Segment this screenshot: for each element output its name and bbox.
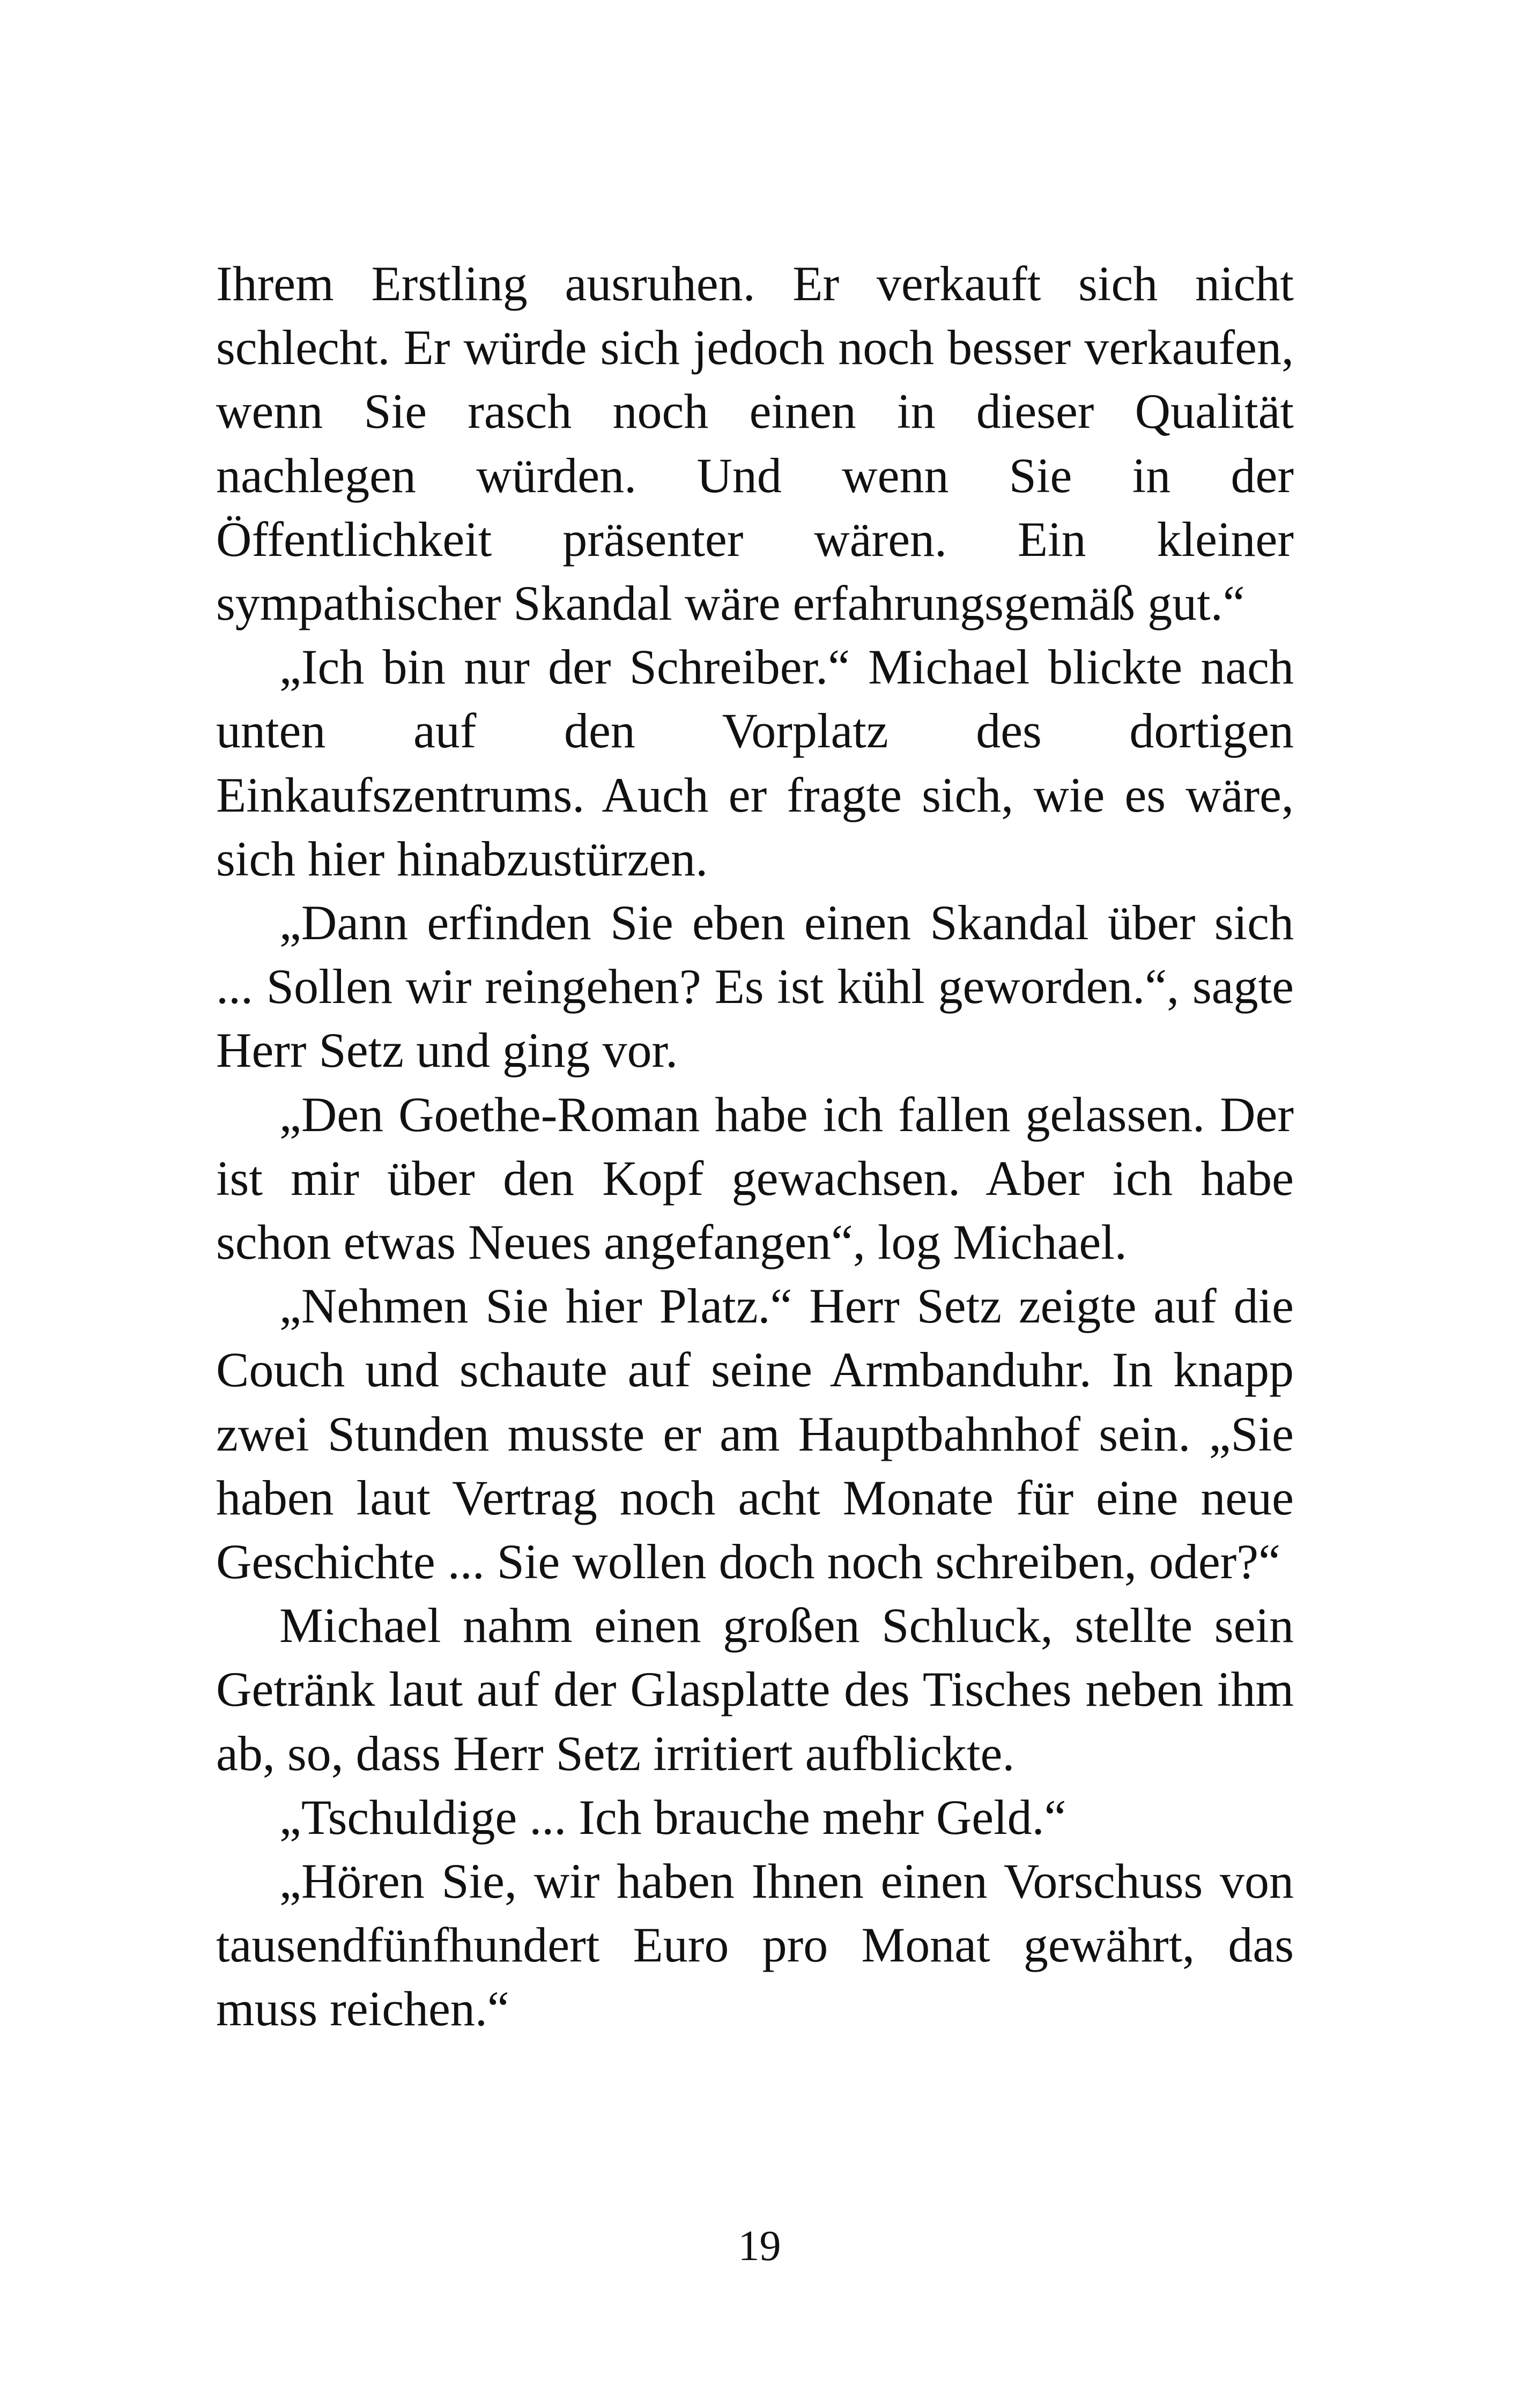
body-text	[216, 252, 1294, 2041]
paragraph: „Hören Sie, wir haben Ihnen einen Vorschuss von tausendfünfhundert Euro pro Monat gewährt, das muss reichen.“	[216, 1854, 1294, 2037]
paragraph-continuation: Ihrem Erstling ausruhen. Er verkauft sich nicht schlecht. Er würde sich jedoch noch besser verkaufen, wenn Sie rasch noch einen in dieser Qualität nachlegen würden. Und wenn Sie in der Öffentlichkeit präsenter wären. Ein kleiner sympathischer Skandal wäre erfahrungsgemäß gut.“	[216, 256, 1294, 631]
paragraph: „Ich bin nur der Schreiber.“ Michael blickte nach unten auf den Vorplatz des dortigen Einkaufszentrums. Auch er fragte sich, wie es wäre, sich hier hinabzustürzen.	[216, 640, 1294, 886]
page-number: 19	[738, 2223, 781, 2270]
paragraph: „Nehmen Sie hier Platz.“ Herr Setz zeigte auf die Couch und schaute auf seine Armbanduhr. In knapp zwei Stunden musste er am Hauptbahnhof sein. „Sie haben laut Vertrag noch acht Monate für eine neue Geschichte ... Sie wollen doch noch schreiben, oder?“	[216, 1279, 1294, 1589]
paragraph: „Den Goethe-Roman habe ich fallen gelassen. Der ist mir über den Kopf gewachsen. Aber ich habe schon etwas Neues angefangen“, log Michael.	[216, 1087, 1294, 1270]
paragraph: „Tschuldige ... Ich brauche mehr Geld.“	[279, 1789, 1066, 1845]
paragraph: „Dann erfinden Sie eben einen Skandal über sich ... Sollen wir reingehen? Es ist kühl geworden.“, sagte Herr Setz und ging vor.	[216, 895, 1294, 1078]
paragraph: Michael nahm einen großen Schluck, stellte sein Getränk laut auf der Glasplatte des Tisches neben ihm ab, so, dass Herr Setz irritiert aufblickte.	[216, 1598, 1294, 1781]
